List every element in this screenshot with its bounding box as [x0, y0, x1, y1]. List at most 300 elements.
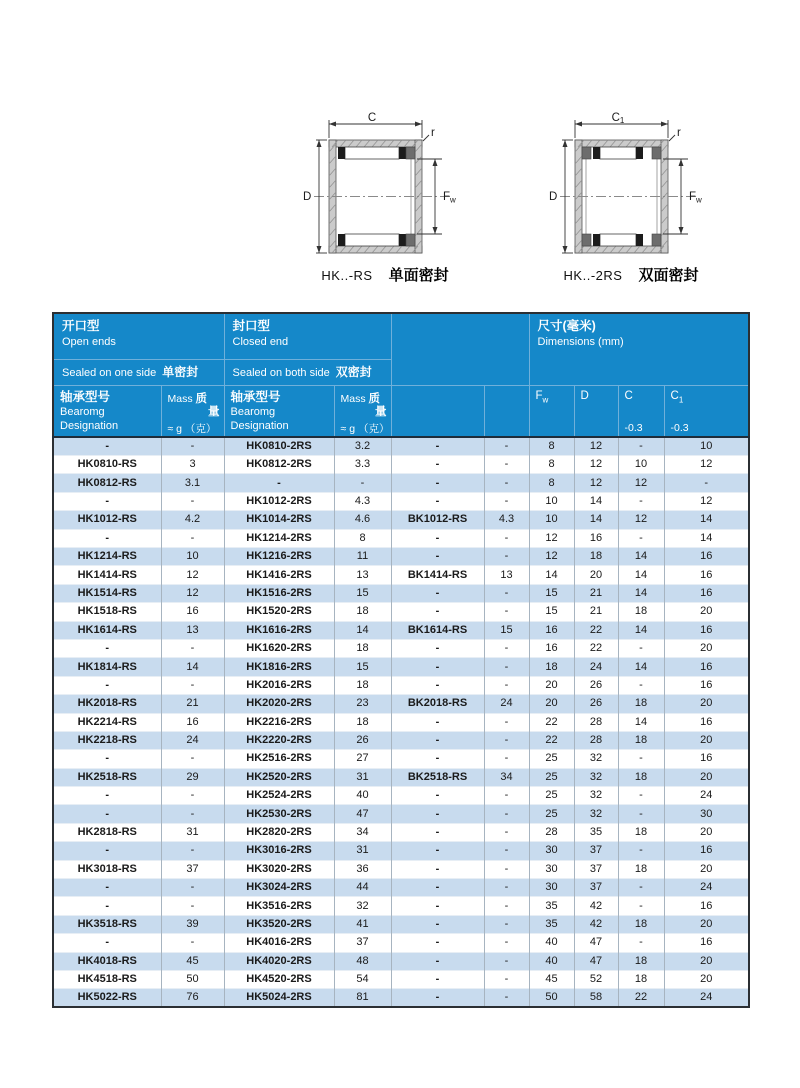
cell-c1: 20 [664, 603, 749, 621]
cell-c1: 16 [664, 547, 749, 565]
cell-d: 32 [574, 750, 618, 768]
cell-bk-mass: - [484, 639, 529, 657]
cell-c1: 20 [664, 695, 749, 713]
cell-d: 28 [574, 731, 618, 749]
cell-rs-designation: - [53, 437, 161, 455]
cell-fw: 10 [529, 511, 574, 529]
cell-c1: 20 [664, 731, 749, 749]
cell-2rs-designation: HK2216-2RS [224, 713, 334, 731]
cell-fw: 30 [529, 842, 574, 860]
cell-d: 52 [574, 970, 618, 988]
cell-c1: 16 [664, 621, 749, 639]
table-row [53, 547, 749, 565]
table-row [53, 915, 749, 933]
cell-d: 47 [574, 952, 618, 970]
col-header-rs-mass: Mass 质 量 ≈ g （克） [161, 385, 224, 437]
cell-2rs-mass: 32 [334, 897, 391, 915]
cell-bk-mass: - [484, 547, 529, 565]
cell-2rs-designation: HK1620-2RS [224, 639, 334, 657]
cell-rs-mass: - [161, 437, 224, 455]
cell-bk-mass: - [484, 970, 529, 988]
cell-rs-designation: HK4518-RS [53, 970, 161, 988]
cell-2rs-mass: 23 [334, 695, 391, 713]
cell-bk-mass: - [484, 731, 529, 749]
cell-bk-designation: - [391, 989, 484, 1007]
cell-fw: 12 [529, 547, 574, 565]
cell-2rs-mass: 54 [334, 970, 391, 988]
cell-c: 18 [618, 823, 664, 841]
cell-bk-designation: - [391, 787, 484, 805]
cell-2rs-mass: 15 [334, 584, 391, 602]
cell-d: 22 [574, 621, 618, 639]
cell-2rs-designation: HK0812-2RS [224, 456, 334, 474]
cell-2rs-designation: HK2820-2RS [224, 823, 334, 841]
cell-2rs-designation: HK3020-2RS [224, 860, 334, 878]
cell-2rs-designation: HK1616-2RS [224, 621, 334, 639]
cell-fw: 25 [529, 750, 574, 768]
cell-bk-designation: - [391, 456, 484, 474]
cell-d: 18 [574, 547, 618, 565]
diagram-caption-rs [299, 264, 471, 285]
cell-c: 18 [618, 952, 664, 970]
cell-fw: 40 [529, 934, 574, 952]
cell-bk-mass: - [484, 492, 529, 510]
cell-bk-mass: - [484, 934, 529, 952]
cell-c: 14 [618, 547, 664, 565]
cell-rs-designation: - [53, 492, 161, 510]
cell-c1: 20 [664, 860, 749, 878]
cell-fw: 8 [529, 437, 574, 455]
col-header-bk-designation [391, 385, 484, 437]
cell-2rs-designation: HK2524-2RS [224, 787, 334, 805]
cell-bk-designation: - [391, 658, 484, 676]
cell-bk-mass: - [484, 915, 529, 933]
cell-fw: 8 [529, 456, 574, 474]
table-row [53, 658, 749, 676]
table-row [53, 823, 749, 841]
cell-2rs-mass: 48 [334, 952, 391, 970]
cell-bk-designation: - [391, 547, 484, 565]
cell-d: 37 [574, 860, 618, 878]
cell-bk-mass: - [484, 529, 529, 547]
model-label: HK..-2RS [563, 268, 623, 283]
cell-fw: 15 [529, 603, 574, 621]
cell-d: 20 [574, 566, 618, 584]
cell-bk-mass: - [484, 842, 529, 860]
cell-d: 47 [574, 934, 618, 952]
cell-rs-designation: HK0812-RS [53, 474, 161, 492]
cell-fw: 30 [529, 879, 574, 897]
cell-rs-mass: 12 [161, 566, 224, 584]
cell-d: 21 [574, 603, 618, 621]
table-row [53, 529, 749, 547]
cell-bk-mass: - [484, 897, 529, 915]
cell-c1: 16 [664, 842, 749, 860]
cell-bk-designation: - [391, 823, 484, 841]
cell-bk-mass: - [484, 437, 529, 455]
cell-bk-mass: - [484, 805, 529, 823]
table-row [53, 731, 749, 749]
bearing-spec-table [52, 312, 750, 1008]
cell-rs-designation: - [53, 529, 161, 547]
cell-bk-designation: - [391, 639, 484, 657]
cell-d: 58 [574, 989, 618, 1007]
table-row [53, 860, 749, 878]
cell-rs-mass: 21 [161, 695, 224, 713]
table-row [53, 511, 749, 529]
cell-rs-designation: HK1518-RS [53, 603, 161, 621]
cell-2rs-mass: 27 [334, 750, 391, 768]
cell-rs-designation: HK2518-RS [53, 768, 161, 786]
cell-bk-designation: - [391, 952, 484, 970]
cell-2rs-mass: 36 [334, 860, 391, 878]
cell-bk-designation: - [391, 842, 484, 860]
cell-c: - [618, 676, 664, 694]
table-row [53, 787, 749, 805]
cell-c: 14 [618, 621, 664, 639]
cell-fw: 16 [529, 621, 574, 639]
dim-d-label: D [549, 191, 558, 203]
cell-d: 37 [574, 842, 618, 860]
cell-bk-mass: - [484, 456, 529, 474]
cell-c1: 30 [664, 805, 749, 823]
cell-rs-designation: HK1514-RS [53, 584, 161, 602]
cell-rs-mass: 24 [161, 731, 224, 749]
cell-c1: 16 [664, 658, 749, 676]
cell-d: 22 [574, 639, 618, 657]
table-row [53, 897, 749, 915]
dim-c1-label: C1 [611, 112, 625, 125]
cell-c: 18 [618, 731, 664, 749]
cell-fw: 20 [529, 676, 574, 694]
cell-c: 18 [618, 603, 664, 621]
cell-bk-designation: - [391, 805, 484, 823]
cell-fw: 20 [529, 695, 574, 713]
cell-bk-designation: - [391, 529, 484, 547]
cell-c1: 14 [664, 511, 749, 529]
cell-bk-mass: 13 [484, 566, 529, 584]
cell-rs-mass: - [161, 492, 224, 510]
cell-2rs-designation: HK2520-2RS [224, 768, 334, 786]
cell-d: 32 [574, 768, 618, 786]
cell-rs-designation: - [53, 639, 161, 657]
cell-c: 22 [618, 989, 664, 1007]
cell-rs-designation: HK0810-RS [53, 456, 161, 474]
cell-bk-designation: - [391, 879, 484, 897]
diagram-caption-2rs [545, 264, 717, 285]
cell-c: 14 [618, 713, 664, 731]
table-row [53, 566, 749, 584]
cell-c: 18 [618, 915, 664, 933]
cell-2rs-designation: HK2220-2RS [224, 731, 334, 749]
cell-rs-designation: HK1214-RS [53, 547, 161, 565]
cell-2rs-designation: HK0810-2RS [224, 437, 334, 455]
cell-fw: 10 [529, 492, 574, 510]
cell-2rs-mass: - [334, 474, 391, 492]
dim-c-label: C [367, 112, 377, 124]
cell-bk-designation: BK1414-RS [391, 566, 484, 584]
cell-rs-mass: 29 [161, 768, 224, 786]
cell-rs-designation: HK3018-RS [53, 860, 161, 878]
cell-2rs-designation: HK1520-2RS [224, 603, 334, 621]
cell-bk-mass: - [484, 823, 529, 841]
cell-bk-mass: - [484, 860, 529, 878]
cell-c: 12 [618, 511, 664, 529]
cell-bk-designation: BK2018-RS [391, 695, 484, 713]
cell-2rs-mass: 34 [334, 823, 391, 841]
cell-c1: 16 [664, 676, 749, 694]
cell-rs-designation: HK1414-RS [53, 566, 161, 584]
table-row [53, 695, 749, 713]
cell-c1: 12 [664, 492, 749, 510]
cell-2rs-designation: HK2516-2RS [224, 750, 334, 768]
cell-rs-mass: 3.1 [161, 474, 224, 492]
seal-type-label: 双面密封 [638, 267, 699, 284]
cell-2rs-mass: 40 [334, 787, 391, 805]
cell-rs-designation: HK1012-RS [53, 511, 161, 529]
cell-rs-mass: 12 [161, 584, 224, 602]
cell-rs-mass: 13 [161, 621, 224, 639]
cell-c: - [618, 529, 664, 547]
table-row [53, 750, 749, 768]
cell-d: 32 [574, 787, 618, 805]
open-ends-header: 开口型 Open ends [53, 313, 224, 359]
cell-bk-designation: - [391, 860, 484, 878]
cell-2rs-mass: 44 [334, 879, 391, 897]
seal-type-label: 单面密封 [388, 267, 449, 284]
dim-fw-label: $F_w$ [689, 191, 702, 205]
cell-bk-mass: 34 [484, 768, 529, 786]
cell-d: 12 [574, 437, 618, 455]
cell-rs-mass: - [161, 897, 224, 915]
cell-fw: 35 [529, 897, 574, 915]
cell-c: 18 [618, 970, 664, 988]
cell-d: 37 [574, 879, 618, 897]
cell-d: 26 [574, 676, 618, 694]
cell-2rs-designation: HK3024-2RS [224, 879, 334, 897]
bearing-diagrams [0, 110, 800, 285]
cell-c1: 16 [664, 897, 749, 915]
cell-c1: 16 [664, 584, 749, 602]
cell-rs-designation: HK3518-RS [53, 915, 161, 933]
cell-bk-designation: - [391, 897, 484, 915]
cell-fw: 14 [529, 566, 574, 584]
cell-2rs-designation: HK1816-2RS [224, 658, 334, 676]
col-header-bk-mass [484, 385, 529, 437]
cell-2rs-designation: HK2016-2RS [224, 676, 334, 694]
cell-2rs-mass: 18 [334, 713, 391, 731]
cell-c1: 20 [664, 970, 749, 988]
cell-fw: 30 [529, 860, 574, 878]
cell-c1: 24 [664, 989, 749, 1007]
cell-bk-mass: - [484, 750, 529, 768]
table-row [53, 621, 749, 639]
cell-rs-designation: - [53, 676, 161, 694]
cell-rs-designation: HK1814-RS [53, 658, 161, 676]
cell-bk-mass: - [484, 879, 529, 897]
col-header-fw: $F_w$ [529, 385, 574, 437]
cell-2rs-mass: 11 [334, 547, 391, 565]
table-body [53, 437, 749, 1007]
cell-2rs-designation: HK1012-2RS [224, 492, 334, 510]
cell-bk-mass: - [484, 474, 529, 492]
cell-c: - [618, 934, 664, 952]
cell-fw: 50 [529, 989, 574, 1007]
cell-fw: 40 [529, 952, 574, 970]
diagram-hk-2rs [545, 110, 717, 285]
cell-rs-designation: - [53, 897, 161, 915]
dimensions-header: 尺寸(毫米) Dimensions (mm) [529, 313, 749, 385]
cell-rs-designation: - [53, 805, 161, 823]
cell-fw: 15 [529, 584, 574, 602]
cell-2rs-mass: 13 [334, 566, 391, 584]
cell-2rs-designation: HK1216-2RS [224, 547, 334, 565]
cell-bk-mass: - [484, 713, 529, 731]
cell-fw: 45 [529, 970, 574, 988]
cell-bk-designation: - [391, 492, 484, 510]
cell-rs-mass: 16 [161, 603, 224, 621]
cell-c: - [618, 805, 664, 823]
table-row [53, 639, 749, 657]
cell-rs-mass: - [161, 639, 224, 657]
cell-bk-designation: - [391, 970, 484, 988]
cell-bk-designation: - [391, 584, 484, 602]
cell-rs-mass: 39 [161, 915, 224, 933]
cell-fw: 25 [529, 787, 574, 805]
cell-bk-designation: - [391, 676, 484, 694]
cell-bk-designation: BK2518-RS [391, 768, 484, 786]
sealed-both-side-header: Sealed on both side 双密封 [224, 359, 391, 385]
cell-c: 18 [618, 695, 664, 713]
cell-fw: 18 [529, 658, 574, 676]
cell-rs-mass: - [161, 529, 224, 547]
cell-2rs-mass: 31 [334, 768, 391, 786]
cell-rs-designation: HK4018-RS [53, 952, 161, 970]
cell-2rs-mass: 4.6 [334, 511, 391, 529]
cell-2rs-mass: 8 [334, 529, 391, 547]
cell-c: - [618, 897, 664, 915]
cell-rs-mass: - [161, 934, 224, 952]
col-header-c1: $C_1$ -0.3 [664, 385, 749, 437]
table-row [53, 934, 749, 952]
cell-2rs-designation: HK4016-2RS [224, 934, 334, 952]
cell-c1: 14 [664, 529, 749, 547]
cell-rs-mass: 16 [161, 713, 224, 731]
cell-rs-designation: HK1614-RS [53, 621, 161, 639]
table-row [53, 768, 749, 786]
cell-2rs-mass: 14 [334, 621, 391, 639]
table-row [53, 842, 749, 860]
cell-2rs-mass: 31 [334, 842, 391, 860]
table-row [53, 603, 749, 621]
dim-d-label: D [303, 191, 312, 203]
cell-d: 12 [574, 474, 618, 492]
cell-c1: 20 [664, 952, 749, 970]
cell-bk-designation: - [391, 915, 484, 933]
col-header-d: D [574, 385, 618, 437]
closed-end-header: 封口型 Closed end [224, 313, 391, 359]
cell-c: - [618, 639, 664, 657]
bk-section-header [391, 313, 529, 385]
cell-rs-designation: - [53, 879, 161, 897]
bearing-cross-section-rs [299, 110, 471, 262]
cell-rs-mass: - [161, 787, 224, 805]
cell-rs-mass: 10 [161, 547, 224, 565]
cell-bk-mass: 24 [484, 695, 529, 713]
cell-fw: 25 [529, 805, 574, 823]
cell-d: 21 [574, 584, 618, 602]
cell-bk-designation: - [391, 437, 484, 455]
cell-bk-mass: - [484, 603, 529, 621]
cell-2rs-designation: HK2020-2RS [224, 695, 334, 713]
cell-bk-mass: - [484, 584, 529, 602]
cell-bk-designation: - [391, 603, 484, 621]
cell-bk-designation: - [391, 731, 484, 749]
table-row [53, 437, 749, 455]
cell-c1: 24 [664, 787, 749, 805]
cell-d: 42 [574, 897, 618, 915]
cell-2rs-designation: HK4520-2RS [224, 970, 334, 988]
cell-rs-mass: 14 [161, 658, 224, 676]
cell-c: - [618, 750, 664, 768]
cell-bk-mass: - [484, 658, 529, 676]
cell-c: 18 [618, 860, 664, 878]
cell-bk-mass: 15 [484, 621, 529, 639]
table-row [53, 713, 749, 731]
table-header [53, 313, 749, 437]
model-label: HK..-RS [321, 268, 373, 283]
cell-d: 32 [574, 805, 618, 823]
table-row [53, 474, 749, 492]
cell-c1: 20 [664, 823, 749, 841]
col-header-c: C -0.3 [618, 385, 664, 437]
cell-2rs-mass: 41 [334, 915, 391, 933]
cell-rs-mass: 76 [161, 989, 224, 1007]
dim-fw-label: $F_w$ [443, 191, 456, 205]
cell-d: 35 [574, 823, 618, 841]
cell-c: 18 [618, 768, 664, 786]
cell-rs-designation: - [53, 750, 161, 768]
cell-c1: 16 [664, 934, 749, 952]
cell-rs-mass: 45 [161, 952, 224, 970]
col-header-2rs-mass: Mass 质 量 ≈ g （克） [334, 385, 391, 437]
cell-bk-designation: - [391, 474, 484, 492]
cell-2rs-mass: 81 [334, 989, 391, 1007]
cell-d: 12 [574, 456, 618, 474]
cell-rs-designation: HK2818-RS [53, 823, 161, 841]
cell-2rs-designation: HK3516-2RS [224, 897, 334, 915]
cell-c: 14 [618, 566, 664, 584]
cell-fw: 35 [529, 915, 574, 933]
cell-rs-designation: HK2018-RS [53, 695, 161, 713]
cell-c: - [618, 787, 664, 805]
cell-c1: 24 [664, 879, 749, 897]
cell-fw: 28 [529, 823, 574, 841]
cell-bk-designation: BK1012-RS [391, 511, 484, 529]
col-header-2rs-designation: 轴承型号 Bearomg Designation [224, 385, 334, 437]
table-row [53, 492, 749, 510]
diagram-hk-rs [299, 110, 471, 285]
table-row [53, 952, 749, 970]
cell-bk-mass: - [484, 989, 529, 1007]
cell-2rs-designation: HK1014-2RS [224, 511, 334, 529]
cell-c: 14 [618, 584, 664, 602]
cell-rs-mass: - [161, 879, 224, 897]
cell-rs-designation: HK2218-RS [53, 731, 161, 749]
cell-2rs-designation: HK3016-2RS [224, 842, 334, 860]
cell-d: 26 [574, 695, 618, 713]
cell-2rs-mass: 18 [334, 603, 391, 621]
